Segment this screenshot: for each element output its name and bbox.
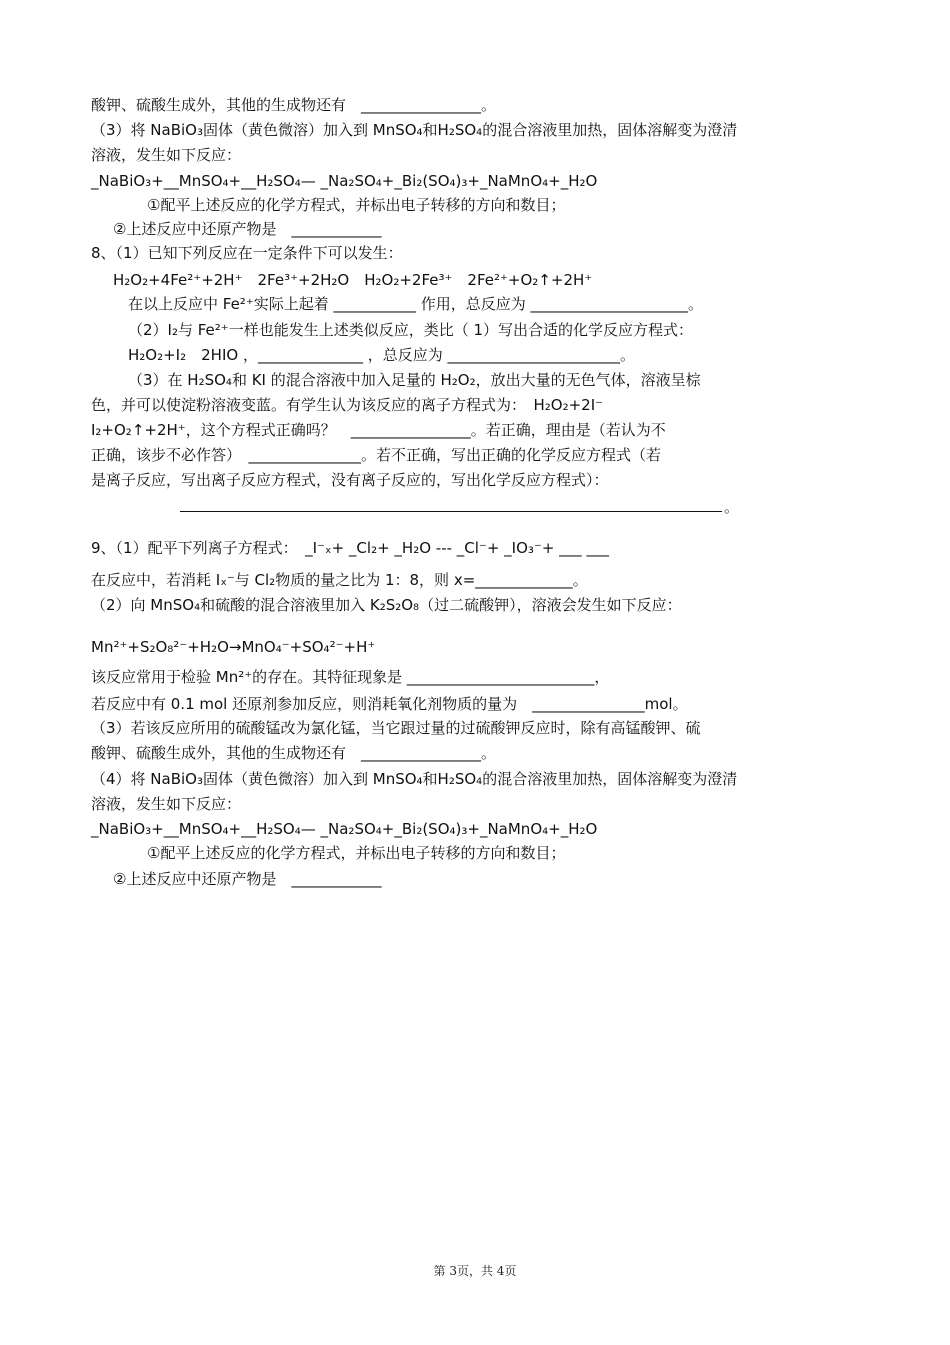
- question-8-heading: 8、（1）已知下列反应在一定条件下可以发生：: [91, 244, 403, 262]
- text-line: 在反应中，若消耗 Iₓ⁻与 Cl₂物质的量之比为 1：8，则 x=_____________。: [91, 571, 588, 589]
- text-line: （3）若该反应所用的硫酸锰改为氯化锰，当它跟过量的过硫酸钾反应时，除有高锰酸钾、硫: [91, 719, 701, 737]
- text-line: （2）I₂与 Fe²⁺一样也能发生上述类似反应，类比（ 1）写出合适的化学反应方程式：: [128, 321, 694, 339]
- text-line: （3）将 NaBiO₃固体（黄色微溶）加入到 MnSO₄和H₂SO₄的混合溶液里加热，固体溶解变为澄清: [91, 121, 738, 139]
- text-line: 在以上反应中 Fe²⁺实际上起着 ___________ 作用，总反应为 _____________________。: [128, 295, 704, 313]
- text-line: 酸钾、硫酸生成外，其他的生成物还有 ________________。: [91, 96, 497, 114]
- text-line: H₂O₂+I₂ 2HIO ，______________ ，总反应为 _______________________。: [128, 346, 635, 364]
- text-line: （3）在 H₂SO₄和 KI 的混合溶液中加入足量的 H₂O₂，放出大量的无色气体，溶液呈棕: [128, 371, 701, 389]
- text-line: ②上述反应中还原产物是 ____________: [113, 220, 382, 238]
- text-line: 溶液，发生如下反应：: [91, 795, 242, 813]
- text-line: 该反应常用于检验 Mn²⁺的存在。其特征现象是 _________________________，: [91, 668, 610, 686]
- text-line: I₂+O₂↑+2H⁺，这个方程式正确吗？ ________________。若正确，理由是（若认为不: [91, 421, 666, 439]
- text-line: ①配平上述反应的化学方程式，并标出电子转移的方向和数目；: [147, 844, 566, 862]
- text-line: （4）将 NaBiO₃固体（黄色微溶）加入到 MnSO₄和H₂SO₄的混合溶液里加热，固体溶解变为澄清: [91, 770, 738, 788]
- text-line: （2）向 MnSO₄和硫酸的混合溶液里加入 K₂S₂O₈（过二硫酸钾），溶液会发生如下反应：: [91, 596, 682, 614]
- text-line: 是离子反应，写出离子反应方程式，没有离子反应的，写出化学反应方程式）：: [91, 471, 609, 489]
- text-line: 色，并可以使淀粉溶液变蓝。有学生认为该反应的离子方程式为： H₂O₂+2I⁻: [91, 396, 604, 414]
- equation-line: _NaBiO₃+__MnSO₄+__H₂SO₄— _Na₂SO₄+_Bi₂(SO₄)₃+_NaMnO₄+_H₂O: [91, 820, 598, 838]
- text-line: 酸钾、硫酸生成外，其他的生成物还有 ________________。: [91, 744, 497, 762]
- text-line: 若反应中有 0.1 mol 还原剂参加反应，则消耗氧化剂物质的量为 _______________mol。: [91, 695, 688, 713]
- text-line: 溶液，发生如下反应：: [91, 146, 242, 164]
- equation-line: Mn²⁺+S₂O₈²⁻+H₂O→MnO₄⁻+SO₄²⁻+H⁺: [91, 638, 376, 656]
- equation-line: H₂O₂+4Fe²⁺+2H⁺ 2Fe³⁺+2H₂O H₂O₂+2Fe³⁺ 2Fe²⁺+O₂↑+2H⁺: [113, 271, 593, 289]
- text-line: ①配平上述反应的化学方程式，并标出电子转移的方向和数目；: [147, 196, 566, 214]
- answer-line: [180, 511, 722, 512]
- equation-line: _NaBiO₃+__MnSO₄+__H₂SO₄— _Na₂SO₄+_Bi₂(SO₄)₃+_NaMnO₄+_H₂O: [91, 172, 598, 190]
- period-mark: 。: [724, 498, 740, 516]
- question-9-heading: 9、（1）配平下列离子方程式： _I⁻ₓ+ _Cl₂+ _H₂O --- _Cl⁻+ _IO₃⁻+ ___ ___: [91, 539, 609, 557]
- page-footer: 第 3页，共 4页: [433, 1264, 517, 1278]
- text-line: 正确，该步不必作答） _______________。若不正确，写出正确的化学反应方程式（若: [91, 446, 662, 464]
- text-line: ②上述反应中还原产物是 ____________: [113, 870, 382, 888]
